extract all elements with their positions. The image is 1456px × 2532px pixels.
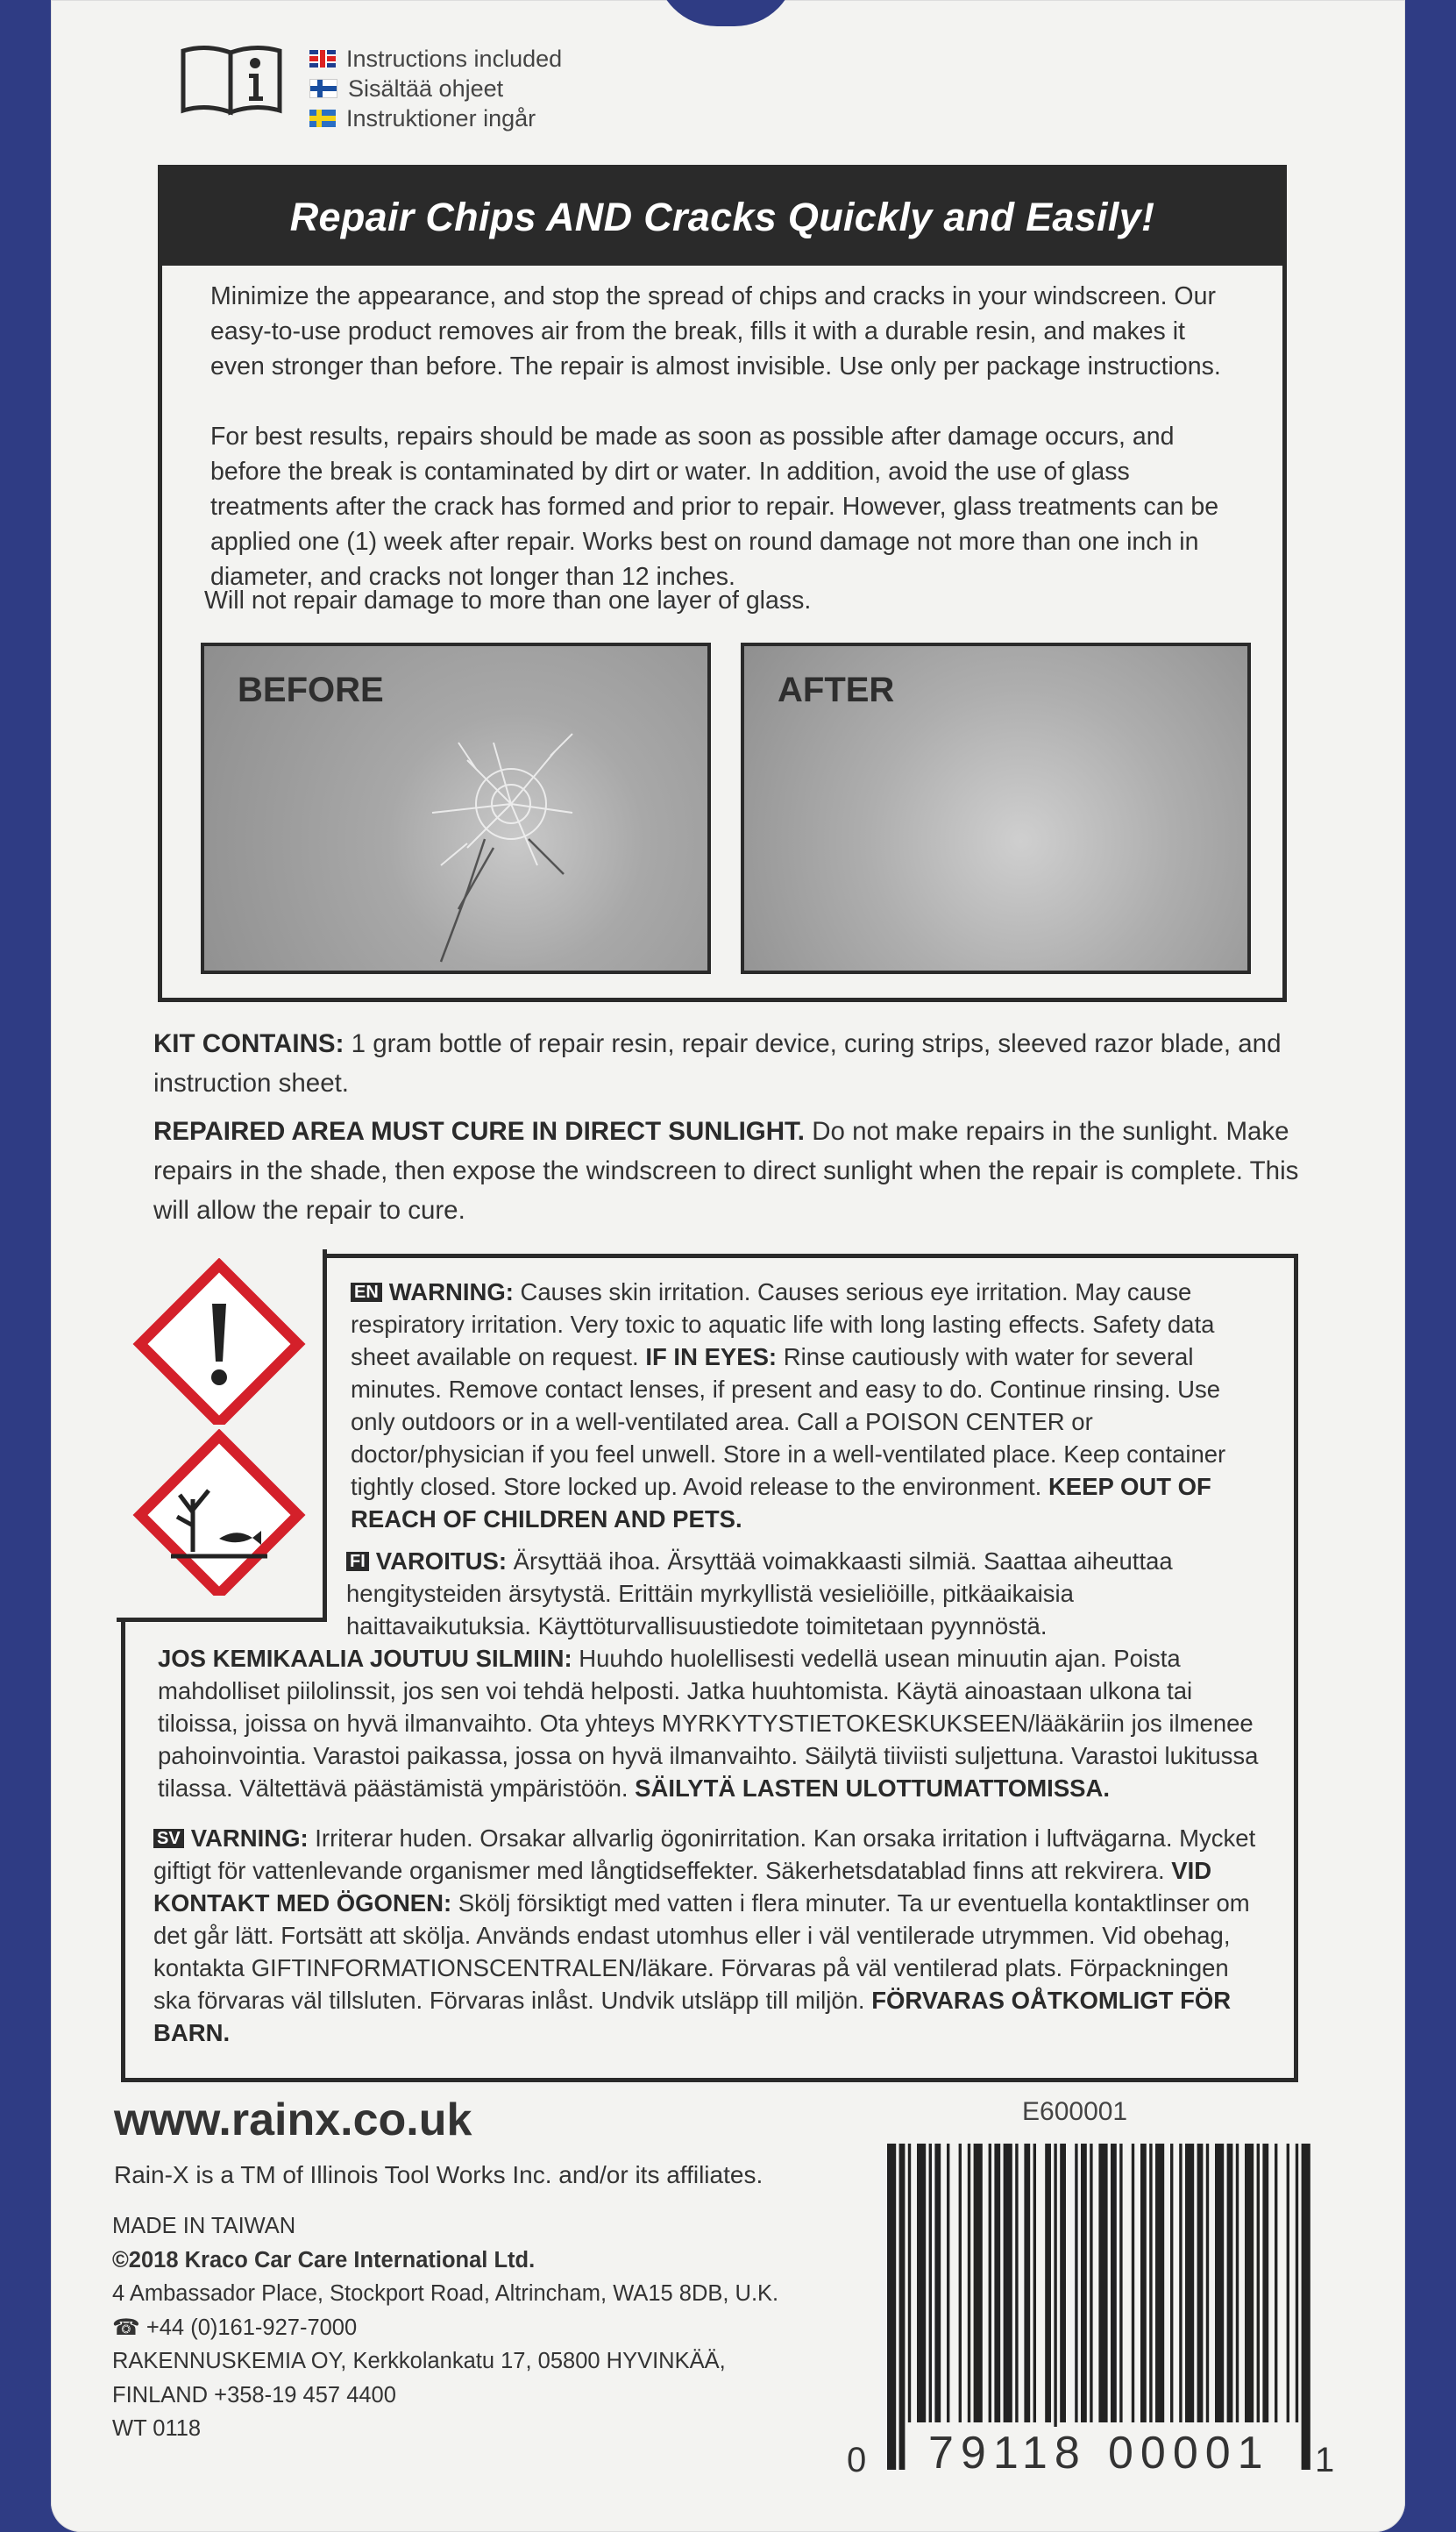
barcode-bar [1033,2144,1036,2422]
warning-sv-label: VARNING: [190,1824,309,1852]
barcode-bar [968,2144,970,2422]
barcode-digit-right: 1 [1315,2441,1335,2479]
warning-sv-eyes: VID KONTAKT MED ÖGONEN: [153,1857,1212,1917]
copyright: ©2018 Kraco Car Care International Ltd. [112,2247,536,2272]
barcode-digits-group-2: 00001 [1104,2427,1274,2479]
barcode-bar [1111,2144,1117,2422]
made-in: MADE IN TAIWAN [112,2214,296,2238]
barcode-bar [1132,2144,1134,2422]
before-label: BEFORE [238,671,384,709]
barcode-bar [959,2144,962,2422]
barcode-bar [1302,2144,1310,2470]
barcode-bar [1296,2144,1298,2422]
exclamation-hazard-icon [131,1258,307,1425]
after-photo [741,643,1251,974]
barcode-bar [947,2144,949,2422]
warning-fi [346,1545,1258,1642]
warning-en [351,1276,1254,1535]
barcode-bar [1098,2144,1107,2422]
barcode-bar [1206,2144,1209,2422]
warning-sv-keep-out: FÖRVARAS OÅTKOMLIGT FÖR BARN. [153,1987,1232,2046]
warning-fi-label: VAROITUS: [375,1547,507,1575]
lang-tag-en: EN [351,1283,382,1302]
wt-code: WT 0118 [112,2416,202,2441]
product-code: E600001 [1022,2097,1128,2126]
warning-fi-text2: Huuhdo huolellisesti vedellä usean minuutin ajan. Poista mahdolliset piilolinssit, jos sen voi tehdä helposti. Jatka huuhtomista. Käytä ainoastaan ulkona tai tiloissa, joissa on hyvä ilmanvaihto. Ota yhteys MYRKYTYSTIETOKESKUKSEEN/lääkäriin jos ilmenee pahoinvointia. Varastoi paikassa, jossa on hyvä ilmanvaihto. Säilytä tiiviisti suljettuna. Varastoi lukitussa tilassa. Vältettävä päästämistä ympäristöön. [158,1645,1259,1802]
barcode-bar [887,2144,896,2470]
finnish-distributor-2: FINLAND +358-19 457 4400 [112,2382,396,2408]
warning-fi-keep-out: SÄILYTÄ LASTEN ULOTTUMATTOMISSA. [635,1775,1111,1802]
barcode-bar [899,2144,906,2470]
barcode-bar [1197,2144,1204,2422]
barcode-bar [1155,2144,1164,2422]
barcode-bar [994,2144,1000,2422]
finland-flag-icon [309,79,337,98]
barcode-bar [917,2144,926,2422]
manufacturer-info [112,2209,778,2446]
kit-contents-text: 1 gram bottle of repair resin, repair device, curing strips, sleeved razor blade, and instruction sheet. [153,1029,1282,1098]
barcode-bar [1060,2144,1066,2422]
barcode-bar [1054,2144,1056,2470]
barcode-bar [1236,2144,1239,2422]
website-url: www.rainx.co.uk [114,2095,472,2145]
lang-tag-fi: FI [346,1552,369,1571]
barcode-bar [1170,2144,1173,2422]
barcode-digit-left: 0 [847,2441,867,2479]
barcode-bar [1015,2144,1018,2422]
before-photo [201,643,711,974]
cure-label: REPAIRED AREA MUST CURE IN DIRECT SUNLIGHT. [153,1117,805,1146]
barcode-bar [1262,2144,1268,2422]
instructions-en: Instructions included [346,45,563,72]
barcode-bar [1081,2144,1087,2422]
description-paragraph-2: For best results, repairs should be made as soon as possible after damage occurs, and before the break is contaminated by dirt or water. In addition, avoid the use of glass treatments after the crack has formed and prior to repair. However, glass treatments can be applied one (1) week after repair. Works best on round damage not more than one inch in diameter, and cracks not longer than 12 inches. [210,423,1219,591]
barcode-bar [929,2144,932,2422]
warning-sv-text1: Irriterar huden. Orsakar allvarlig ögonirritation. Kan orsaka irritation i luftvägarna. Mycket giftigt för vattenlevande organismer med långtidseffekter. Säkerhetsdatablad finns att rekvirera. [153,1824,1256,1884]
kit-contents-label: KIT CONTAINS: [153,1029,344,1058]
hang-hole [656,0,796,26]
trademark-notice: Rain-X is a TM of Illinois Tool Works Inc. and/or its affiliates. [114,2161,764,2188]
warning-fi-eyes: JOS KEMIKAALIA JOUTUU SILMIIN: [158,1645,572,1672]
barcode-bar [1119,2144,1122,2422]
lang-tag-sv: SV [153,1829,184,1848]
instructions-fi: Sisältää ohjeet [348,75,504,102]
barcode-bar [1185,2144,1194,2422]
sweden-flag-icon [309,110,336,127]
warning-fi-text1: Ärsyttää ihoa. Ärsyttää voimakkaasti silmiä. Saattaa aiheuttaa hengitysteiden ärsytystä. Erittäin myrkyllistä vesieliöille, pitkäaikaisia haittavaikutuksia. Käyttöturvallisuustiedote toimitetaan pyynnöstä. [346,1547,1173,1639]
barcode-bar [1245,2144,1254,2422]
barcode-bar [989,2144,991,2422]
environment-hazard-icon [131,1429,307,1596]
uk-flag-icon [309,50,336,68]
barcode-bar [1045,2144,1051,2422]
barcode-digits-group-1: 79118 [925,2427,1090,2479]
kit-contents [153,1024,1302,1103]
barcode-bar [1024,2144,1030,2422]
finnish-distributor-1: RAKENNUSKEMIA OY, Kerkkolankatu 17, 05800 HYVINKÄÄ, [112,2349,726,2373]
instruction-book-icon [180,44,283,116]
barcode-bar [1287,2144,1289,2422]
cure-instructions [153,1112,1302,1230]
barcode-bar [1215,2144,1224,2422]
barcode-bar [1149,2144,1152,2422]
phone-icon: ☎ [112,2315,140,2340]
phone-number: +44 (0)161-927-7000 [146,2315,358,2340]
warning-en-text2: Rinse cautiously with water for several minutes. Remove contact lenses, if present and easy to do. Continue rinsing. Use only outdoors or in a well-ventilated area. Call a POISON CENTER or doctor/physician if you feel unwell. Store in a well-ventilated place. Keep container tightly closed. Store locked up. Avoid release to the environment. [351,1343,1226,1500]
description-paragraph-1: Minimize the appearance, and stop the spread of chips and cracks in your windscreen. Our easy-to-use product removes air from the break, fills it with a durable resin, and makes it even stronger than before. The repair is almost invisible. Use only per package instructions. [210,282,1221,381]
barcode-bar [1257,2144,1260,2422]
warning-sv [153,1822,1262,2049]
barcode-bar [1004,2144,1012,2422]
barcode-bar [1090,2144,1092,2422]
warning-sv-text2: Skölj försiktigt med vatten i flera minuter. Ta ur eventuella kontaktlinser om det går lätt. Fortsätt att skölja. Används endast utomhus eller i väl ventilerade utrymmen. Vid obehag, kontakta GIFTINFORMATIONSCENTRALEN/läkare. Förvaras på väl ventilerad plats. Förpackningen ska förvaras väl tillsluten. Förvaras inlåst. Undvik utsläpp till miljön. [153,1889,1250,2014]
product-info-box [158,165,1287,1002]
warning-en-text1: Causes skin irritation. Causes serious eye irritation. May cause respiratory irritation. Very toxic to aquatic life with long lasting effects. Safety data sheet available on request. [351,1278,1215,1370]
description-paragraph-3: Will not repair damage to more than one layer of glass. [204,587,812,615]
warning-en-eyes: IF IN EYES: [645,1343,778,1370]
barcode-bar [934,2144,941,2422]
warning-en-keep-out: KEEP OUT OF REACH OF CHILDREN AND PETS. [351,1473,1211,1533]
main-title: Repair Chips AND Cracks Quickly and Easily! [162,169,1282,266]
barcode-bar [1075,2144,1077,2422]
barcode-bar [908,2144,911,2422]
cure-text: Do not make repairs in the sunlight. Make repairs in the shade, then expose the windscreen to direct sunlight when the repair is complete. This will allow the repair to cure. [153,1117,1299,1225]
barcode-bar [1179,2144,1182,2422]
barcode-bar [974,2144,983,2422]
barcode-bar [1275,2144,1277,2422]
after-label: AFTER [778,671,895,709]
barcode-bar [1227,2144,1233,2422]
address: 4 Ambassador Place, Stockport Road, Altrincham, WA15 8DB, U.K. [112,2281,779,2306]
barcode-bar [1140,2144,1147,2422]
instructions-sv: Instruktioner ingår [346,104,536,132]
warning-en-label: WARNING: [388,1278,514,1305]
warning-fi-cont [158,1642,1262,1804]
